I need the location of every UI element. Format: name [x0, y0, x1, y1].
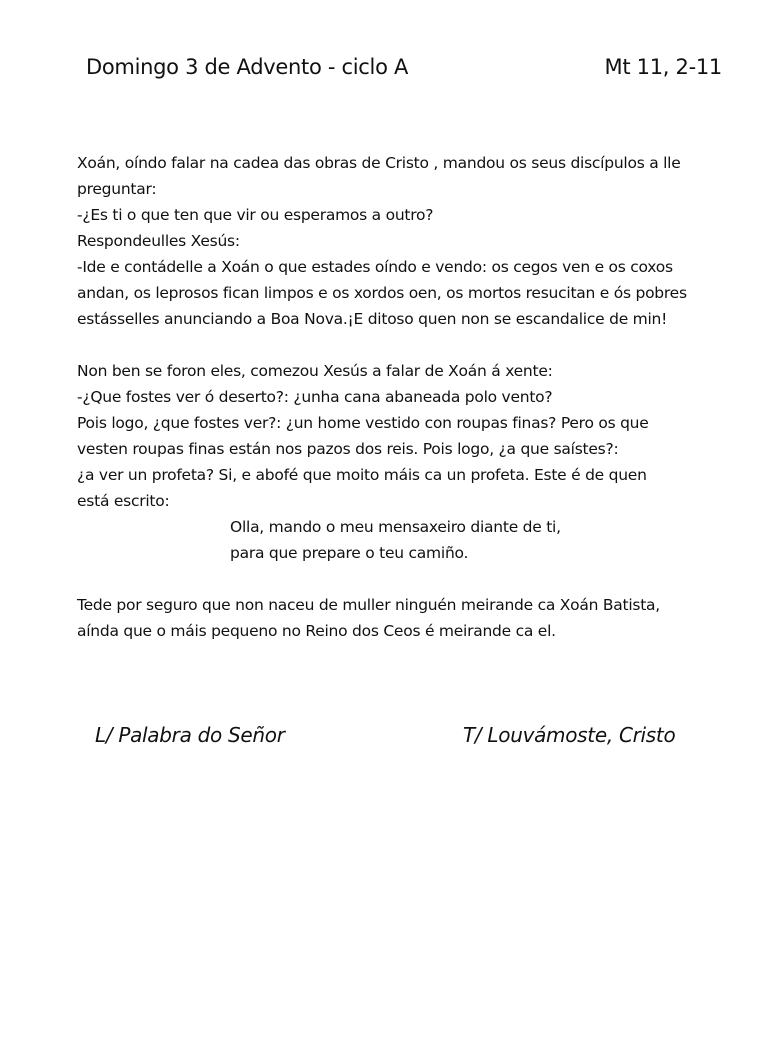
text-line: -¿Es ti o que ten que vir ou esperamos a outro? [77, 206, 434, 224]
text-line: andan, os leprosos fican limpos e os xordos oen, os mortos resucitan e ós pobres [77, 284, 687, 302]
scripture-quote [77, 514, 697, 566]
page-header [86, 55, 722, 85]
quote-line: Olla, mando o meu mensaxeiro diante de ti, [230, 518, 561, 536]
text-line: -Ide e contádelle a Xoán o que estades oíndo e vendo: os cegos ven e os coxos [77, 258, 673, 276]
text-line: estásselles anunciando a Boa Nova.¡E ditoso quen non se escandalice de min! [77, 310, 668, 328]
gospel-text [77, 150, 697, 644]
text-line: preguntar: [77, 180, 157, 198]
reader-acclamation: L/ Palabra do Señor [95, 723, 285, 747]
page-title: Domingo 3 de Advento - ciclo A [86, 55, 409, 79]
text-line: Respondeulles Xesús: [77, 232, 240, 250]
paragraph-spacer [77, 566, 697, 592]
text-line: Non ben se foron eles, comezou Xesús a falar de Xoán á xente: [77, 362, 553, 380]
paragraph-1 [77, 150, 697, 332]
quote-line: para que prepare o teu camiño. [230, 544, 469, 562]
text-line: -¿Que fostes ver ó deserto?: ¿unha cana abaneada polo vento? [77, 388, 553, 406]
text-line: ¿a ver un profeta? Si, e abofé que moito máis ca un profeta. Este é de quen [77, 466, 647, 484]
text-line: Tede por seguro que non naceu de muller ninguén meirande ca Xoán Batista, [77, 596, 660, 614]
text-line: aínda que o máis pequeno no Reino dos Ceos é meirande ca el. [77, 622, 556, 640]
paragraph-2 [77, 358, 697, 514]
scripture-reference: Mt 11, 2-11 [604, 55, 722, 79]
paragraph-3 [77, 592, 697, 644]
text-line: vesten roupas finas están nos pazos dos reis. Pois logo, ¿a que saístes?: [77, 440, 619, 458]
people-response: T/ Louvámoste, Cristo [463, 723, 676, 747]
text-line: Xoán, oíndo falar na cadea das obras de Cristo , mandou os seus discípulos a lle [77, 154, 681, 172]
text-line: Pois logo, ¿que fostes ver?: ¿un home vestido con roupas finas? Pero os que [77, 414, 649, 432]
paragraph-spacer [77, 332, 697, 358]
acclamation-footer [95, 723, 676, 755]
text-line: está escrito: [77, 492, 170, 510]
